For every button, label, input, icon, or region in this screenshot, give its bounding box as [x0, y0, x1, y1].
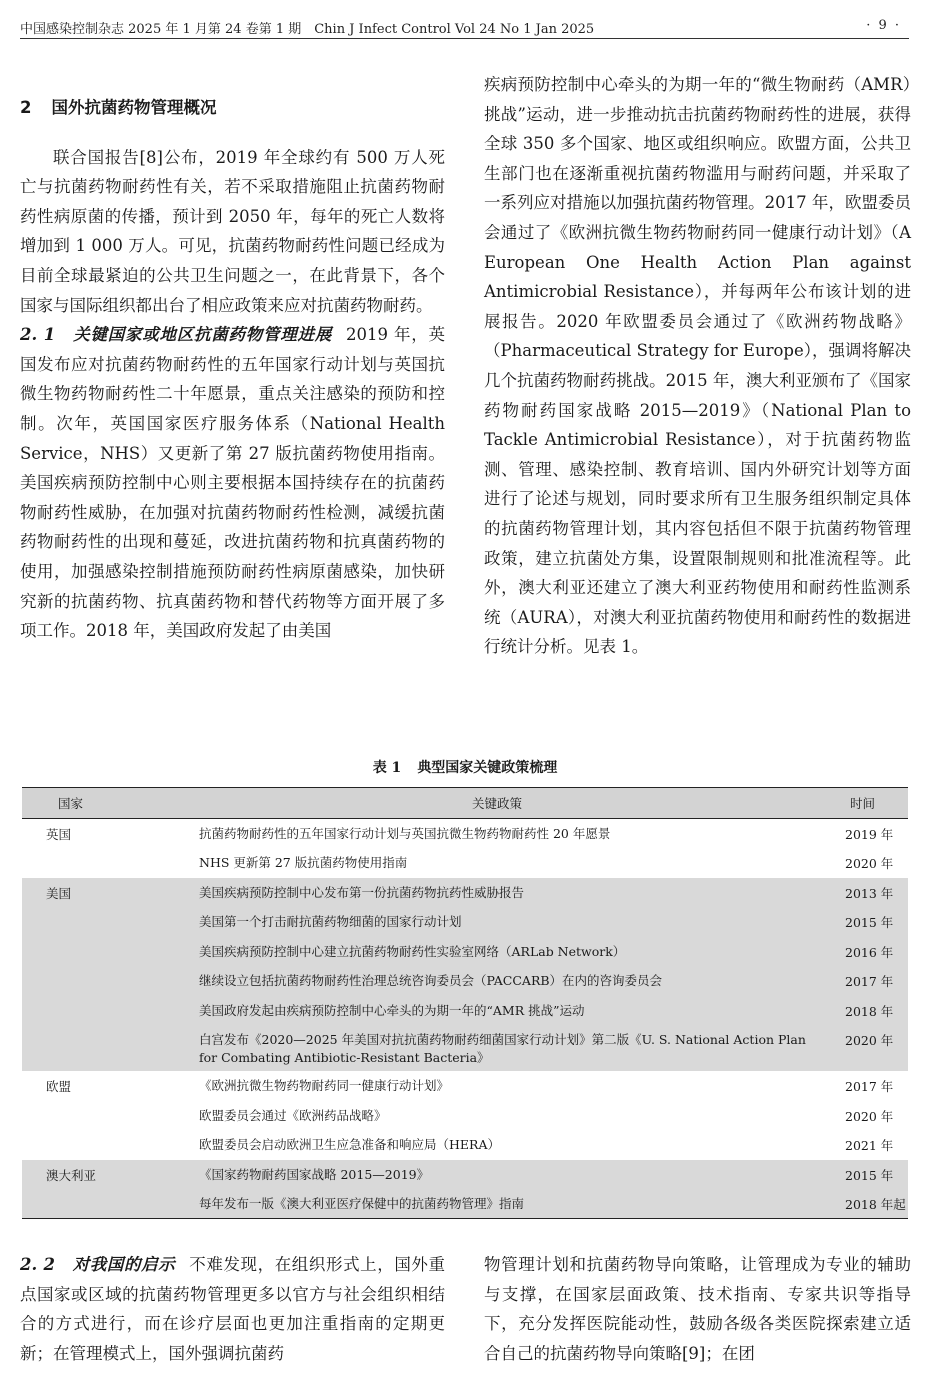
table-group-uk: [22, 819, 908, 878]
journal-citation: 中国感染控制杂志 2025 年 1 月第 24 卷第 1 期 Chin J Infect Control Vol 24 No 1 Jan 2025: [20, 22, 595, 37]
date-cell: 2020 年: [845, 1033, 894, 1048]
policy-cell: 美国疾病预防控制中心发布第一份抗菌药物抗药性威胁报告: [199, 884, 525, 900]
policy-cell: NHS 更新第 27 版抗菌药物使用指南: [199, 855, 408, 870]
subsection-heading-2-1: 2. 1 关键国家或地区抗菌药物管理进展: [20, 325, 332, 345]
country-cell: 欧盟: [46, 1079, 72, 1094]
header-rule: [20, 38, 909, 39]
date-cell: 2019 年: [845, 827, 894, 842]
date-cell: 2017 年: [845, 1079, 894, 1094]
paragraph-implications-body: 不难发现，在组织形式上，国外重点国家或区域的抗菌药物管理更多以官方与社会组织相结合的方式进行，而在诊疗层面也更加注重指南的定期更新；在管理模式上，国外强调抗菌药: [20, 1255, 446, 1363]
date-cell: 2020 年: [845, 856, 894, 871]
table-group-us: [22, 878, 908, 1072]
country-cell: 美国: [46, 885, 72, 901]
table-caption-title: 典型国家关键政策梳理: [417, 760, 558, 776]
policy-cell: 美国疾病预防控制中心建立抗菌药物耐药性实验室网络（ARLab Network）: [199, 943, 626, 959]
paragraph-un-report: 联合国报告[8]公布，2019 年全球约有 500 万人死亡与抗菌药物耐药性有关，若不采取措施阻止抗菌药物耐药性病原菌的传播，预计到 2050 年，每年的死亡人数将增加到 1 000 万人。可见，抗菌药物耐药性问题已经成为目前全球最紧迫的公共卫生问题之一，在此背景下，各个国家与国际组织都出台了相应政策来应对抗菌药物耐药。: [20, 147, 445, 315]
policy-cell: 白宫发布《2020—2025 年美国对抗抗菌药物耐药细菌国家行动计划》第二版《U. S. National Action Plan for Combating Antibiotic-Resistant Bacteria》: [199, 1032, 806, 1065]
table-row: [22, 878, 908, 908]
table-row: [22, 1071, 908, 1101]
date-cell: 2015 年: [845, 915, 894, 930]
country-cell: 英国: [46, 827, 72, 842]
column-header-date: 时间: [817, 788, 908, 819]
date-cell: 2015 年: [845, 1167, 894, 1183]
table-header-row: [22, 788, 908, 819]
date-cell: 2017 年: [845, 974, 894, 989]
paragraph-key-countries-body: 2019 年，英国发布应对抗菌药物耐药性的五年国家行动计划与英国抗微生物药物耐药性二十年愿景，重点关注感染的预防和控制。次年，英国国家医疗服务体系（National Health Service，NHS）又更新了第 27 版抗菌药物使用指南。美国疾病预防控制中心则主要根据本国持续存在的抗菌药物耐药性威胁，在加强对抗菌药物耐药性检测，减缓抗菌药物耐药性的出现和蔓延，改进抗菌药物和抗真菌药物的使用，加强感染控制措施预防耐药性病原菌感染，加快研究新的抗菌药物、抗真菌药物和替代药物等方面开展了多项工作。2018 年，美国政府发起了由美国: [20, 325, 445, 641]
table-group-eu: [22, 1071, 908, 1160]
running-header: [20, 14, 909, 40]
paragraph-key-countries: [20, 320, 445, 646]
paragraph-continued: 疾病预防控制中心牵头的为期一年的“微生物耐药（AMR）挑战”运动，进一步推动抗击抗菌药物耐药性的进展，获得全球 350 多个国家、地区或组织响应。欧盟方面，公共卫生部门也在逐渐重视抗菌药物滥用与耐药问题，并采取了一系列应对措施以加强抗菌药物管理。2017 年，欧盟委员会通过了《欧洲抗微生物药物耐药同一健康行动计划》（A European One Health Action Plan against Antimicrobial Resistance），并每两年公布该计划的进展报告。2020 年欧盟委员会通过了《欧洲药物战略》（Pharmaceutical Strategy for Europe），强调将解决几个抗菌药物耐药挑战。2015 年，澳大利亚颁布了《国家药物耐药国家战略 2015—2019》（National Plan to Tackle Antimicrobial Resistance），对于抗菌药物监测、管理、感染控制、教育培训、国内外研究计划等方面进行了论述与规划，同时要求所有卫生服务组织制定具体的抗菌药物管理计划，其内容包括但不限于抗菌药物管理政策，建立抗菌处方集，设置限制规则和批准流程等。此外，澳大利亚还建立了澳大利亚药物使用和耐药性监测系统（AURA），对澳大利亚抗菌药物使用和耐药性的数据进行统计分析。见表 1。: [484, 75, 912, 657]
left-column: [20, 93, 445, 646]
table-group-australia: [22, 1160, 908, 1219]
policy-cell: 每年发布一版《澳大利亚医疗保健中的抗菌药物管理》指南: [177, 1189, 817, 1219]
table-row: [22, 1160, 908, 1190]
section-number: 2: [20, 98, 32, 117]
policy-cell: 《欧洲抗微生物药物耐药同一健康行动计划》: [199, 1078, 450, 1093]
policy-table-grid: [22, 787, 908, 1219]
date-cell: 2013 年: [845, 885, 894, 901]
date-cell: 2018 年起: [817, 1189, 908, 1219]
table-caption: [22, 757, 908, 777]
page-number: · 9 ·: [866, 18, 901, 33]
column-header-country: 国家: [22, 788, 177, 819]
date-cell: 2021 年: [845, 1138, 894, 1153]
date-cell: 2016 年: [845, 944, 894, 960]
paragraph-implications-continued: 物管理计划和抗菌药物导向策略，让管理成为专业的辅助与支撑，在国家层面政策、技术指南、专家共识等指导下，充分发挥医院能动性，鼓励各级各类医院探索建立适合自己的抗菌药物导向策略[9]；在团: [484, 1255, 911, 1363]
bottom-right-column: [484, 1250, 911, 1368]
policy-cell: 欧盟委员会启动欧洲卫生应急准备和响应局（HERA）: [199, 1137, 500, 1152]
paragraph-implications: [20, 1250, 445, 1368]
date-cell: 2018 年: [845, 1003, 894, 1019]
column-header-policy: 关键政策: [177, 788, 817, 819]
policy-cell: 《国家药物耐药国家战略 2015—2019》: [199, 1166, 430, 1182]
policy-cell: 抗菌药物耐药性的五年国家行动计划与英国抗微生物药物耐药性 20 年愿景: [199, 826, 611, 841]
policy-table: [22, 757, 908, 1219]
section-title: 国外抗菌药物管理概况: [51, 98, 217, 117]
bottom-left-column: [20, 1250, 445, 1368]
policy-cell: 美国政府发起由疾病预防控制中心牵头的为期一年的“AMR 挑战”运动: [199, 1002, 585, 1018]
policy-cell: 继续设立包括抗菌药物耐药性治理总统咨询委员会（PACCARB）在内的咨询委员会: [199, 973, 663, 988]
country-cell: 澳大利亚: [22, 1160, 177, 1219]
right-column: [484, 70, 911, 662]
subsection-heading-2-2: 2. 2 对我国的启示: [20, 1255, 176, 1274]
table-row: [22, 819, 908, 849]
section-heading: [20, 93, 445, 123]
table-caption-label: 表 1: [372, 760, 402, 776]
policy-cell: 欧盟委员会通过《欧洲药品战略》: [199, 1107, 387, 1123]
date-cell: 2020 年: [845, 1108, 894, 1124]
policy-cell: 美国第一个打击耐抗菌药物细菌的国家行动计划: [199, 914, 462, 929]
